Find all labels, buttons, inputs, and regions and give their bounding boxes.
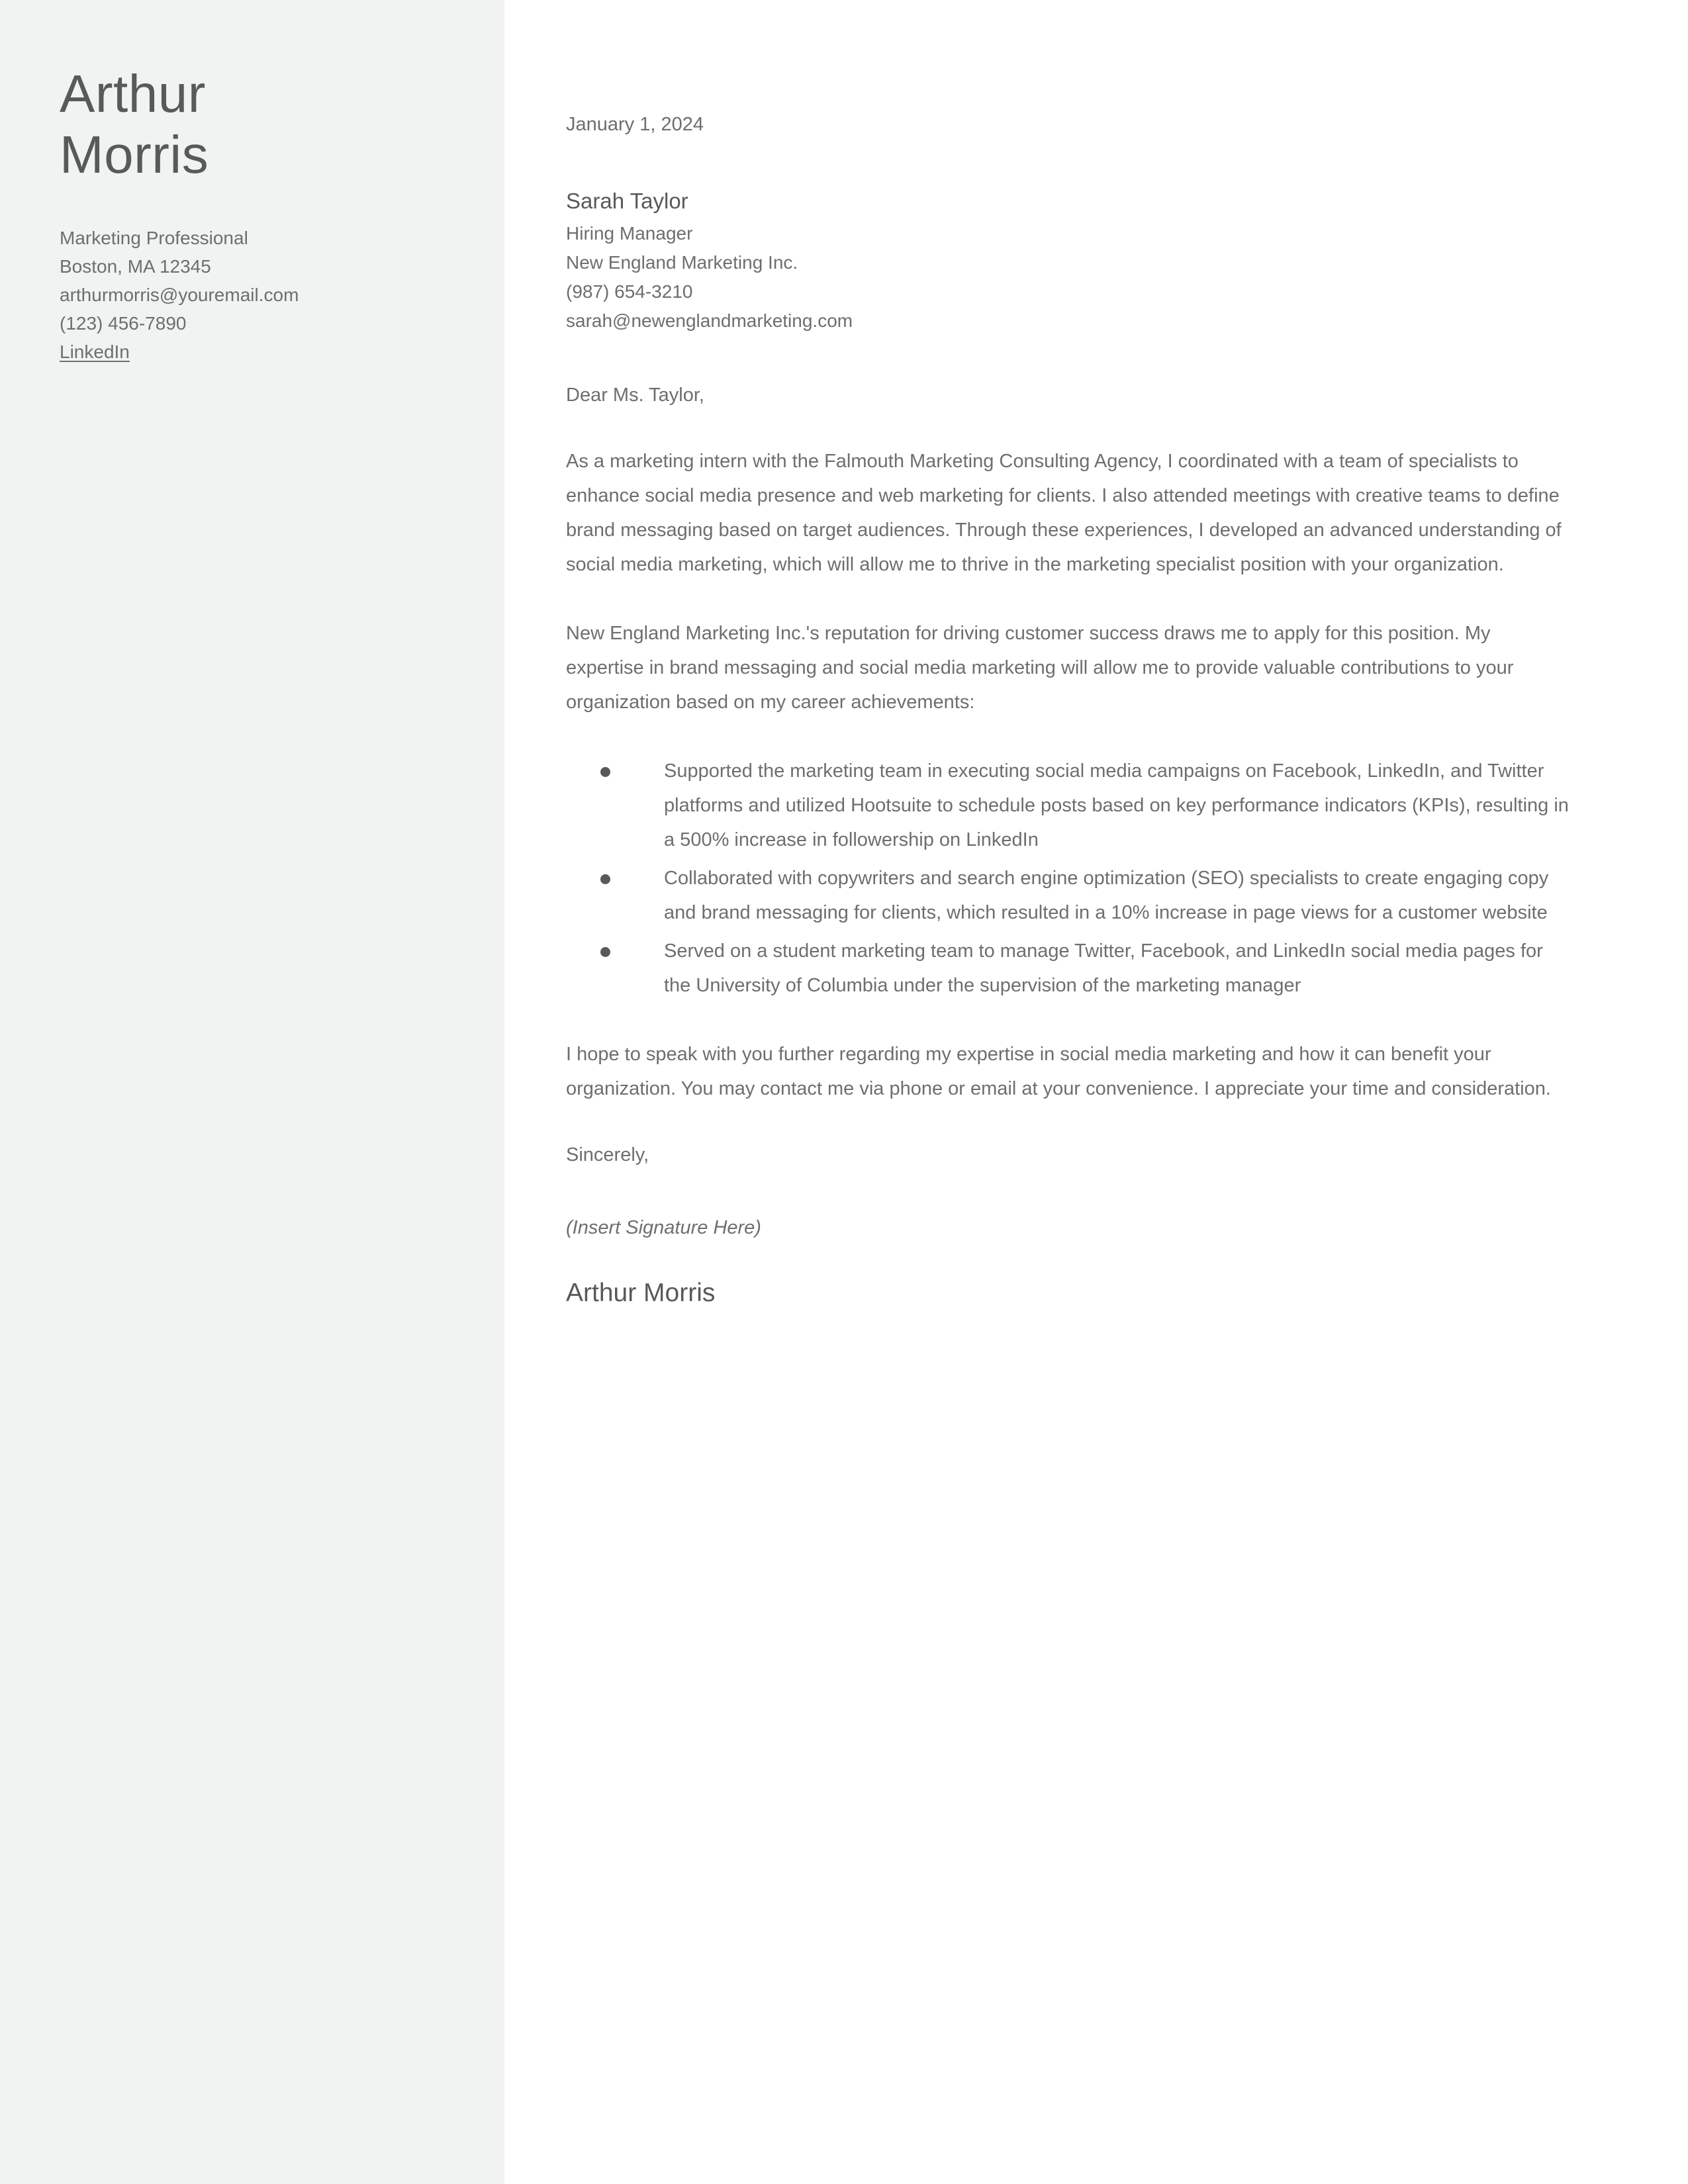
recipient-phone: (987) 654-3210 — [566, 281, 693, 302]
applicant-first-name: Arthur — [60, 64, 206, 123]
applicant-location: Boston, MA 12345 — [60, 256, 211, 277]
recipient-company: New England Marketing Inc. — [566, 252, 798, 273]
recipient-title: Hiring Manager — [566, 223, 693, 244]
bullet-dot-icon — [600, 767, 610, 777]
recipient-name: Sarah Taylor — [566, 189, 688, 213]
signature-name: Arthur Morris — [566, 1279, 716, 1307]
applicant-name-heading — [60, 64, 457, 185]
applicant-job-title: Marketing Professional — [60, 228, 248, 248]
letter-signoff: Sincerely, — [566, 1144, 649, 1165]
letter-closing-paragraph: I hope to speak with you further regarding my expertise in social media marketing and how it can benefit your organization. You may contact me via phone or email at your convenience. I appreciate your time and consideration. — [566, 1044, 1551, 1099]
recipient-email: sarah@newenglandmarketing.com — [566, 310, 853, 331]
achievement-item — [566, 754, 1572, 857]
achievement-text: Supported the marketing team in executing social media campaigns on Facebook, LinkedIn, and Twitter platforms and utilized Hootsuite to schedule posts based on key performance indicators (KPIs), resulting in a 500% increase in followership on LinkedIn — [664, 760, 1569, 850]
bullet-dot-icon — [600, 947, 610, 957]
achievements-list — [566, 754, 1572, 1003]
letter-date: January 1, 2024 — [566, 114, 704, 135]
achievement-item — [566, 861, 1572, 930]
applicant-phone: (123) 456-7890 — [60, 313, 187, 334]
linkedin-link[interactable]: LinkedIn — [60, 341, 130, 362]
letter-content — [566, 111, 1612, 1310]
sidebar-content — [60, 64, 457, 366]
recipient-block — [566, 185, 1612, 336]
bullet-dot-icon — [600, 874, 610, 884]
achievement-text: Collaborated with copywriters and search engine optimization (SEO) specialists to create engaging copy and brand messaging for clients, which resulted in a 10% increase in page views for a customer website — [664, 868, 1549, 923]
applicant-email: arthurmorris@youremail.com — [60, 285, 299, 305]
achievement-text: Served on a student marketing team to manage Twitter, Facebook, and LinkedIn social media pages for the University of Columbia under the supervision of the marketing manager — [664, 940, 1543, 996]
letter-paragraph-1: As a marketing intern with the Falmouth Marketing Consulting Agency, I coordinated with a team of specialists to enhance social media presence and web marketing for clients. I also attended meetings with creative teams to define brand messaging based on target audiences. Through these experiences, I developed an advanced understanding of social media marketing, which will allow me to thrive in the marketing specialist position with your organization. — [566, 451, 1562, 575]
applicant-last-name: Morris — [60, 125, 209, 184]
applicant-linkedin-line — [60, 338, 457, 366]
signature-placeholder: (Insert Signature Here) — [566, 1217, 761, 1238]
applicant-contact-block — [60, 224, 457, 366]
letter-salutation: Dear Ms. Taylor, — [566, 385, 704, 406]
letter-body-panel — [505, 0, 1688, 2184]
letter-paragraph-2: New England Marketing Inc.'s reputation for driving customer success draws me to apply for this position. My expertise in brand messaging and social media marketing will allow me to provide valuable contributions to your organization based on my career achievements: — [566, 623, 1514, 713]
sidebar-panel — [0, 0, 504, 2184]
achievement-item — [566, 934, 1572, 1003]
